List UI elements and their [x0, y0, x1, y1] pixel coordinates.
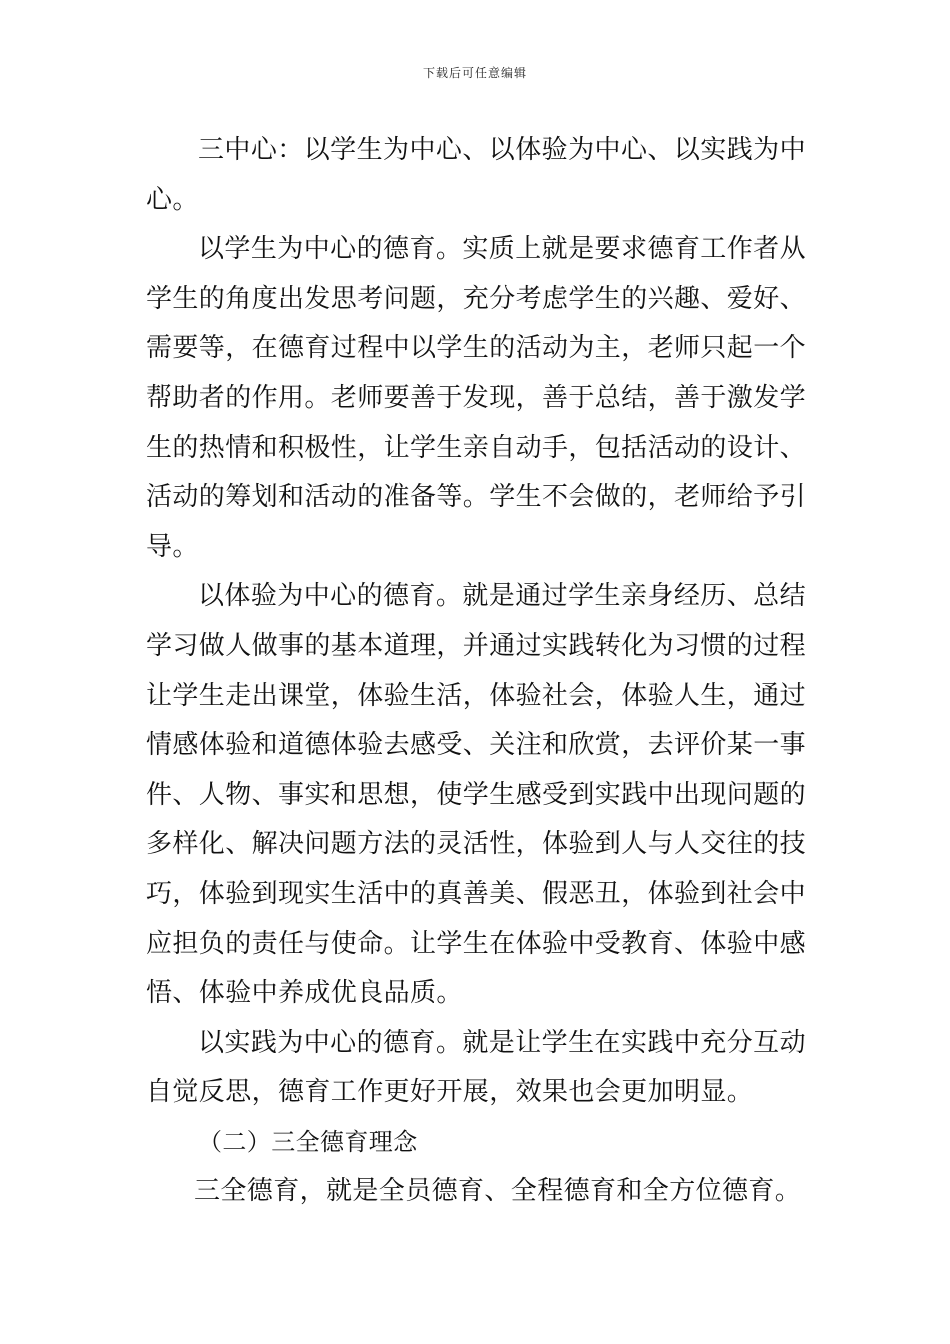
paragraph-three-all: 三全德育，就是全员德育、全程德育和全方位德育。: [194, 1176, 802, 1207]
paragraph-experience-centered: 以体验为中心的德育。就是通过学生亲身经历、总结学习做人做事的基本道理，并通过实践转化为习惯的过程让学生走出课堂，体验生活，体验社会，体验人生，通过情感体验和道德体验去感受、关注和欣赏，去评价某一事件、人物、事实和思想，使学生感受到实践中出现问题的多样化、解决问题方法的灵活性，体验到人与人交往的技巧，体验到现实生活中的真善美、假恶丑，体验到社会中应担负的责任与使命。让学生在体验中受教育、体验中感悟、体验中养成优良品质。: [146, 581, 807, 1009]
page-header-note: 下载后可任意编辑: [422, 66, 527, 80]
paragraph-three-centers: 三中心：以学生为中心、以体验为中心、以实践为中心。: [146, 135, 806, 215]
paragraph-student-centered: 以学生为中心的德育。实质上就是要求德育工作者从学生的角度出发思考问题，充分考虑学生的兴趣、爱好、需要等，在德育过程中以学生的活动为主，老师只起一个帮助者的作用。老师要善于发现，善于总结，善于激发学生的热情和积极性，让学生亲自动手，包括活动的设计、活动的筹划和活动的准备等。学生不会做的，老师给予引导。: [146, 234, 807, 562]
paragraph-practice-centered: 以实践为中心的德育。就是让学生在实践中充分互动自觉反思，德育工作更好开展，效果也会更加明显。: [146, 1027, 806, 1108]
section-heading: （二）三全德育理念: [198, 1127, 418, 1156]
document-body: [146, 126, 806, 1217]
